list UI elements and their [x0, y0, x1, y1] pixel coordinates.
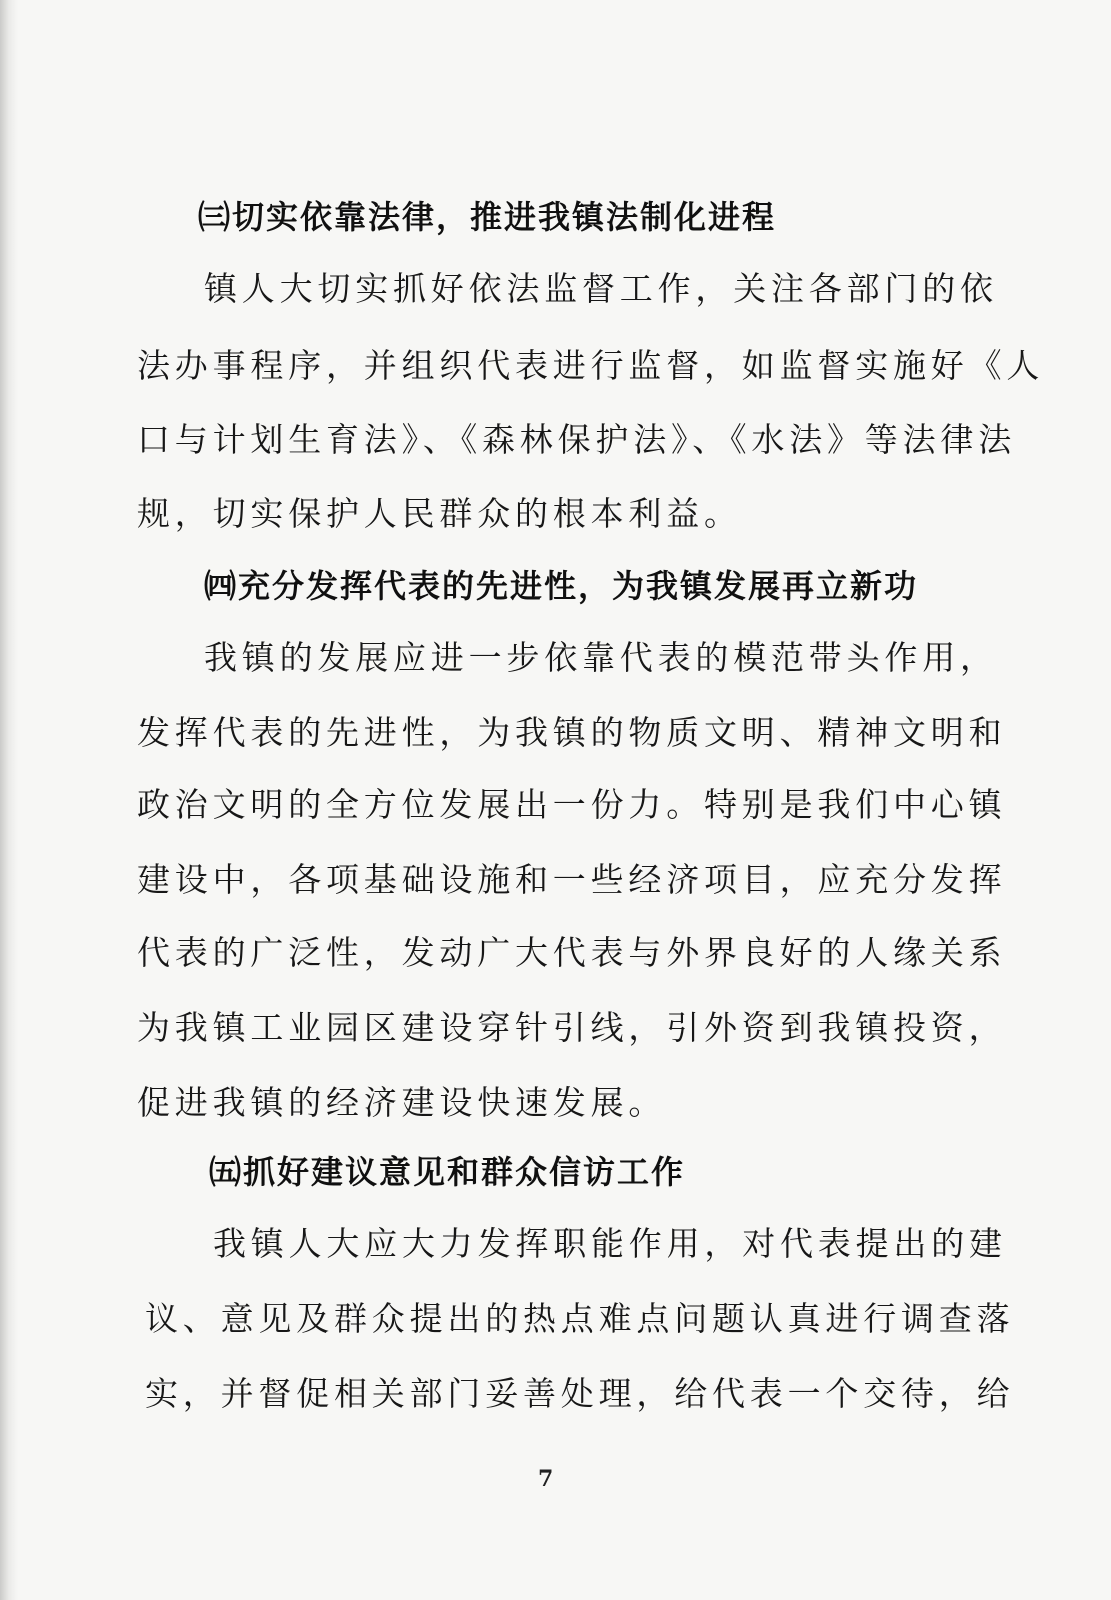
- section-4-line-3: 政治文明的全方位发展出一份力。特别是我们中心镇: [137, 785, 1007, 824]
- section-heading-4: ㈣充分发挥代表的先进性，为我镇发展再立新功: [204, 567, 919, 605]
- section-4-line-7: 促进我镇的经济建设快速发展。: [137, 1083, 667, 1122]
- section-3-line-3: 口与计划生育法》、《森林保护法》、《水法》等法律法: [137, 420, 1016, 459]
- section-4-line-5: 代表的广泛性，发动广大代表与外界良好的人缘关系: [137, 933, 1007, 972]
- section-3-line-1: 镇人大切实抓好依法监督工作，关注各部门的依: [204, 269, 998, 308]
- section-4-line-4: 建设中，各项基础设施和一些经济项目，应充分发挥: [137, 860, 1007, 899]
- section-4-line-1: 我镇的发展应进一步依靠代表的模范带头作用，: [204, 638, 998, 677]
- section-4-line-2: 发挥代表的先进性，为我镇的物质文明、精神文明和: [137, 713, 1007, 752]
- section-4-line-6: 为我镇工业园区建设穿针引线，引外资到我镇投资，: [137, 1008, 1007, 1047]
- section-heading-5: ㈤抓好建议意见和群众信访工作: [209, 1153, 686, 1191]
- section-3-line-4: 规，切实保护人民群众的根本利益。: [137, 494, 742, 533]
- section-heading-3: ㈢切实依靠法律，推进我镇法制化进程: [198, 198, 777, 236]
- section-5-line-2: 议、意见及群众提出的热点难点问题认真进行调查落: [145, 1299, 1015, 1338]
- section-3-line-2: 法办事程序，并组织代表进行监督，如监督实施好《人: [137, 346, 1045, 385]
- section-5-line-1: 我镇人大应大力发挥职能作用，对代表提出的建: [213, 1224, 1007, 1263]
- section-5-line-3: 实，并督促相关部门妥善处理，给代表一个交待，给: [145, 1374, 1015, 1413]
- scan-shadow-edge: [0, 0, 18, 1600]
- page-number: 7: [538, 1466, 554, 1492]
